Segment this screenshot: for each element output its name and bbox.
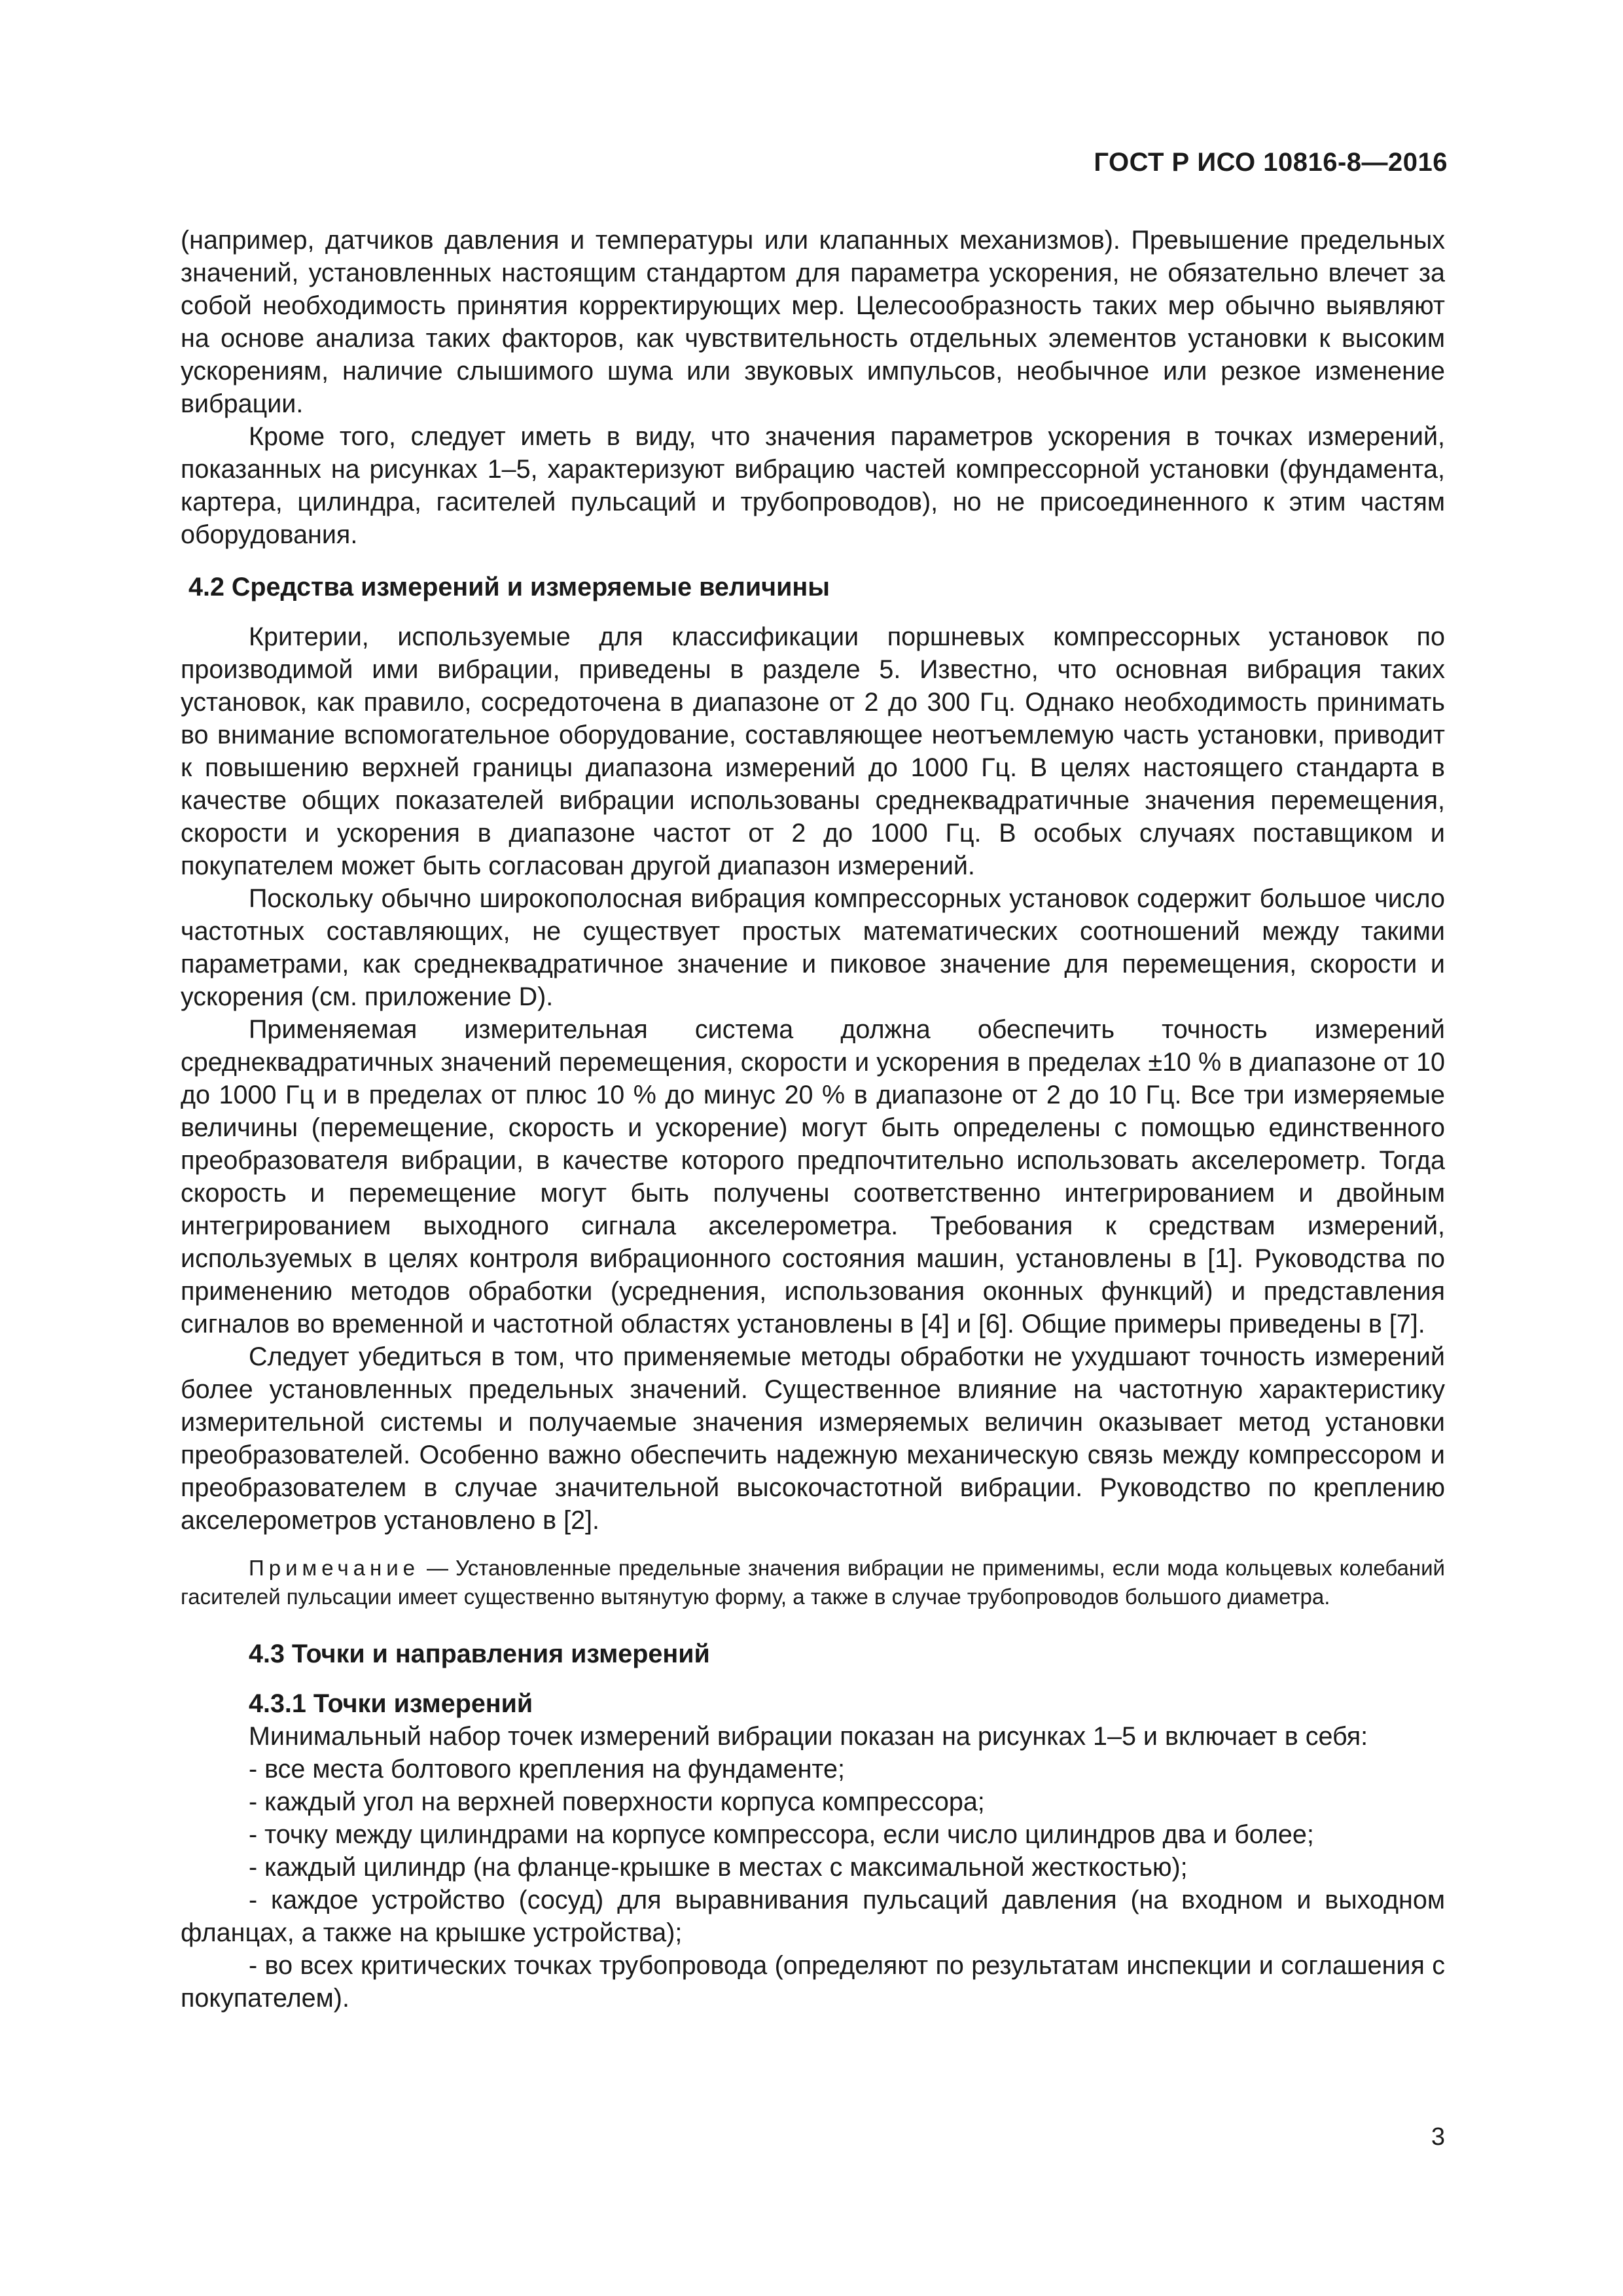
- page-number: 3: [1431, 2123, 1445, 2151]
- list-item: - каждое устройство (сосуд) для выравнивания пульсаций давления (на входном и выходном фланцах, а также на крышке устройства);: [181, 1886, 1445, 1947]
- list-item: - каждый угол на верхней поверхности корпуса компрессора;: [249, 1787, 985, 1816]
- paragraph: Кроме того, следует иметь в виду, что значения параметров ускорения в точках измерений, показанных на рисунках 1–5, характеризуют вибрацию частей компрессорной установки (фундамента, картера, цилиндра, гасителей пульсаций и трубопроводов), но не присоединенного к этим частям оборудования.: [181, 422, 1445, 549]
- subsection-heading-4-3-1: 4.3.1 Точки измерений: [249, 1689, 533, 1718]
- note-label: Примечание: [249, 1556, 420, 1580]
- paragraph: Поскольку обычно широкополосная вибрация компрессорных установок содержит большое число частотных составляющих, не существует простых математических соотношений между такими параметрами, как среднеквадратичное значение и пиковое значение для перемещения, скорости и ускорения (см. приложение D).: [181, 884, 1445, 1011]
- section-heading-4-3: 4.3 Точки и направления измерений: [249, 1640, 710, 1668]
- paragraph: Критерии, используемые для классификации поршневых компрессорных установок по производимой ими вибрации, приведены в разделе 5. Известно, что основная вибрация таких установок, как правило, сосредоточена в диапазоне от 2 до 300 Гц. Однако необходимость принимать во внимание вспомогательное оборудование, составляющее неотъемлемую часть установки, приводит к повышению верхней границы диапазона измерений до 1000 Гц. В целях настоящего стандарта в качестве общих показателей вибрации использованы среднеквадратичные значения перемещения, скорости и ускорения в диапазоне частот от 2 до 1000 Гц. В особых случаях поставщиком и покупателем может быть согласован другой диапазон измерений.: [181, 622, 1445, 880]
- document-body: [181, 224, 1445, 2015]
- paragraph: (например, датчиков давления и температуры или клапанных механизмов). Превышение предельных значений, установленных настоящим стандартом для параметра ускорения, не обязательно влечет за собой необходимость принятия корректирующих мер. Целесообразность таких мер обычно выявляют на основе анализа таких факторов, как чувствительность отдельных элементов установки к высоким ускорениям, наличие слышимого шума или звуковых импульсов, необычное или резкое изменение вибрации.: [181, 226, 1445, 418]
- list-item: - каждый цилиндр (на фланце-крышке в местах с максимальной жесткостью);: [249, 1853, 1188, 1882]
- paragraph: Следует убедиться в том, что применяемые методы обработки не ухудшают точность измерений более установленных предельных значений. Существенное влияние на частотную характеристику измерительной системы и получаемые значения измеряемых величин оказывает метод установки преобразователей. Особенно важно обеспечить надежную механическую связь между компрессором и преобразователем в случае значительной высокочастотной вибрации. Руководство по креплению акселерометров установлено в [2].: [181, 1342, 1445, 1535]
- document-header: ГОСТ Р ИСО 10816-8—2016: [1094, 148, 1448, 177]
- note-text: — Установленные предельные значения вибрации не применимы, если мода кольцевых колебаний гасителей пульсации имеет существенно вытянутую форму, а также в случае трубопроводов большого диаметра.: [181, 1556, 1445, 1609]
- list-item: - точку между цилиндрами на корпусе компрессора, если число цилиндров два и более;: [249, 1820, 1314, 1849]
- list-item: - все места болтового крепления на фундаменте;: [249, 1755, 845, 1784]
- paragraph: Применяемая измерительная система должна обеспечить точность измерений среднеквадратичных значений перемещения, скорости и ускорения в пределах ±10 % в диапазоне от 10 до 1000 Гц и в пределах от плюс 10 % до минус 20 % в диапазоне от 2 до 10 Гц. Все три измеряемые величины (перемещение, скорость и ускорение) могут быть определены с помощью единственного преобразователя вибрации, в качестве которого предпочтительно использовать акселерометр. Тогда скорость и перемещение могут быть получены соответственно интегрированием и двойным интегрированием выходного сигнала акселерометра. Требования к средствам измерений, используемых в целях контроля вибрационного состояния машин, установлены в [1]. Руководства по применению методов обработки (усреднения, использования оконных функций) и представления сигналов во временной и частотной областях установлены в [4] и [6]. Общие примеры приведены в [7].: [181, 1015, 1445, 1338]
- note: [181, 1554, 1445, 1611]
- section-heading-4-2: 4.2 Средства измерений и измеряемые величины: [188, 573, 830, 601]
- list-intro: Минимальный набор точек измерений вибрации показан на рисунках 1–5 и включает в себя:: [249, 1722, 1368, 1751]
- list-item: - во всех критических точках трубопровода (определяют по результатам инспекции и соглашения с покупателем).: [181, 1951, 1445, 2013]
